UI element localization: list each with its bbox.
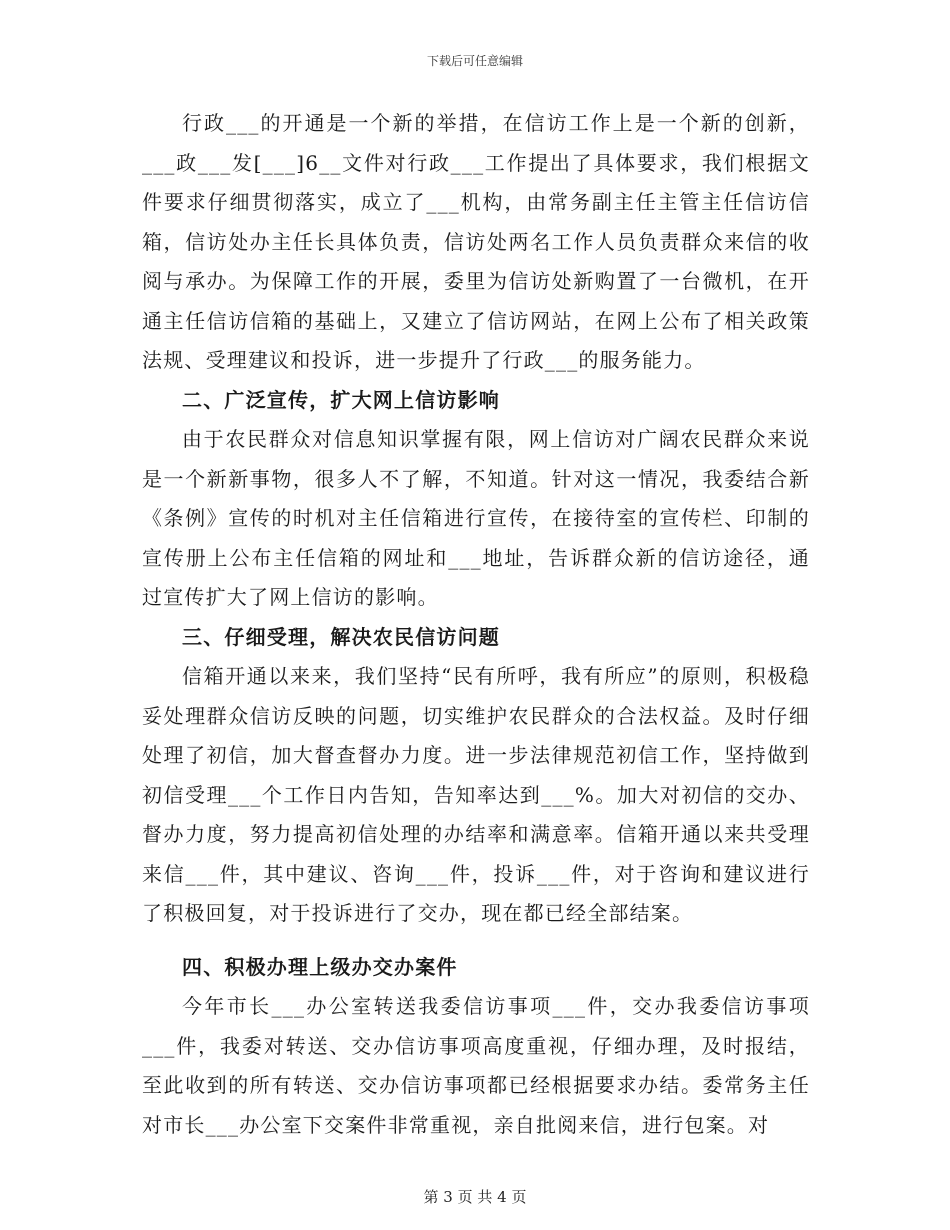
- paragraph-3: 信箱开通以来来，我们坚持“民有所呼，我有所应”的原则，积极稳妥处理群众信访反映的问题，切实维护农民群众的合法权益。及时仔细处理了初信，加大督查督办力度。进一步法律规范初信工作，坚持做到初信受理___个工作日内告知，告知率达到___%。加大对初信的交办、督办力度，努力提高初信处理的办结率和满意率。信箱开通以来共受理来信___件，其中建议、咨询___件，投诉___件，对于咨询和建议进行了积极回复，对于投诉进行了交办，现在都已经全部结案。: [142, 664, 810, 925]
- page-footer: 第 3 页 共 4 页: [423, 1188, 527, 1206]
- paragraph-2: 由于农民群众对信息知识掌握有限，网上信访对广阔农民群众来说是一个新新事物，很多人不了解，不知道。针对这一情况，我委结合新《条例》宣传的时机对主任信箱进行宣传，在接待室的宣传栏、印制的宣传册上公布主任信箱的网址和___地址，告诉群众新的信访途径，通过宣传扩大了网上信访的影响。: [142, 427, 810, 609]
- section-heading-4: 四、积极办理上级办交办案件: [182, 954, 458, 979]
- document-body: [142, 104, 810, 1145]
- paragraph-4: 今年市长___办公室转送我委信访事项___件，交办我委信访事项___件，我委对转送、交办信访事项高度重视，仔细办理，及时报结，至此收到的所有转送、交办信访事项都已经根据要求办结。委常务主任对市长___办公室下交案件非常重视，亲自批阅来信，进行包案。对: [142, 994, 810, 1137]
- page-header: 下载后可任意编辑: [426, 54, 523, 68]
- paragraph-1: 行政___的开通是一个新的举措，在信访工作上是一个新的创新，___政___发[___]6__文件对行政___工作提出了具体要求，我们根据文件要求仔细贯彻落实，成立了___机构，由常务副主任主管主任信访信箱，信访处办主任长具体负责，信访处两名工作人员负责群众来信的收阅与承办。为保障工作的开展，委里为信访处新购置了一台微机，在开通主任信访信箱的基础上，又建立了信访网站，在网上公布了相关政策法规、受理建议和投诉，进一步提升了行政___的服务能力。: [142, 111, 810, 372]
- section-heading-3: 三、仔细受理，解决农民信访问题: [182, 624, 500, 649]
- section-heading-2: 二、广泛宣传，扩大网上信访影响: [182, 387, 500, 412]
